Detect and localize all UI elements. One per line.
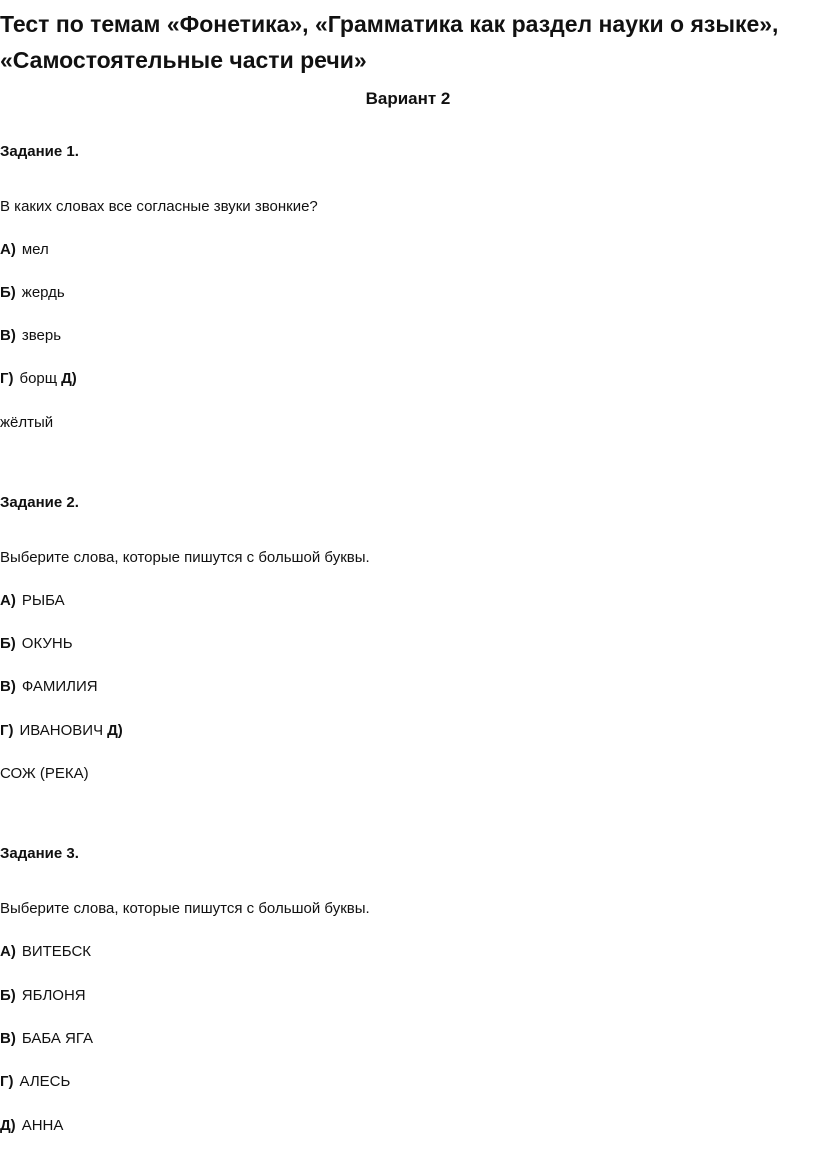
task-1-option-d <box>0 369 77 389</box>
task-3-option-d <box>0 1072 70 1092</box>
option-letter: Б) <box>0 635 16 652</box>
document-title: Тест по темам «Фонетика», «Грамматика как раздел науки о языке», «Самостоятельные части речи» <box>0 11 779 73</box>
task-2-option-c <box>0 677 98 697</box>
option-text: ВИТЕБСК <box>21 943 92 960</box>
task-2-option-a <box>0 591 65 611</box>
option-letter: А) <box>0 241 16 258</box>
task-1-option-e-text: жёлтый <box>0 414 54 431</box>
option-text: жердь <box>21 284 65 301</box>
option-letter-e: Д) <box>61 370 77 387</box>
option-text: АННА <box>21 1117 64 1134</box>
task-2-option-e-text: СОЖ (РЕКА) <box>0 765 89 782</box>
option-letter: Г) <box>0 722 14 739</box>
option-text: ИВАНОВИЧ <box>19 722 104 739</box>
option-letter: А) <box>0 943 16 960</box>
option-text: ФАМИЛИЯ <box>21 678 98 695</box>
option-letter: Г) <box>0 370 14 387</box>
task-3-option-c <box>0 1029 93 1049</box>
task-3-option-e <box>0 1116 63 1136</box>
option-letter-e: Д) <box>107 722 123 739</box>
option-text: ОКУНЬ <box>21 635 73 652</box>
option-letter: В) <box>0 327 16 344</box>
task-2-heading: Задание 2. <box>0 494 79 511</box>
option-text: РЫБА <box>21 592 65 609</box>
task-2-option-b <box>0 634 73 654</box>
variant-heading: Вариант 2 <box>365 89 451 108</box>
option-text: мел <box>21 241 49 258</box>
task-1-option-a <box>0 240 49 260</box>
task-3-option-a <box>0 942 91 962</box>
task-3-option-b <box>0 986 86 1006</box>
option-letter: В) <box>0 678 16 695</box>
option-text: ЯБЛОНЯ <box>21 987 86 1004</box>
task-3-heading: Задание 3. <box>0 845 79 862</box>
task-2-option-d <box>0 721 123 741</box>
task-2-question: Выберите слова, которые пишутся с большой буквы. <box>0 549 370 566</box>
option-letter: В) <box>0 1030 16 1047</box>
option-text: БАБА ЯГА <box>21 1030 93 1047</box>
option-letter: Б) <box>0 987 16 1004</box>
task-1-question: В каких словах все согласные звуки звонкие? <box>0 198 318 215</box>
task-1-option-b <box>0 283 65 303</box>
option-text: АЛЕСЬ <box>19 1073 71 1090</box>
task-1-option-c <box>0 326 61 346</box>
option-letter: Г) <box>0 1073 14 1090</box>
option-text: зверь <box>21 327 62 344</box>
option-letter: А) <box>0 592 16 609</box>
option-text: борщ <box>19 370 58 387</box>
task-1-heading: Задание 1. <box>0 143 79 160</box>
option-letter: Д) <box>0 1117 16 1134</box>
option-letter: Б) <box>0 284 16 301</box>
task-3-question: Выберите слова, которые пишутся с большой буквы. <box>0 900 370 917</box>
